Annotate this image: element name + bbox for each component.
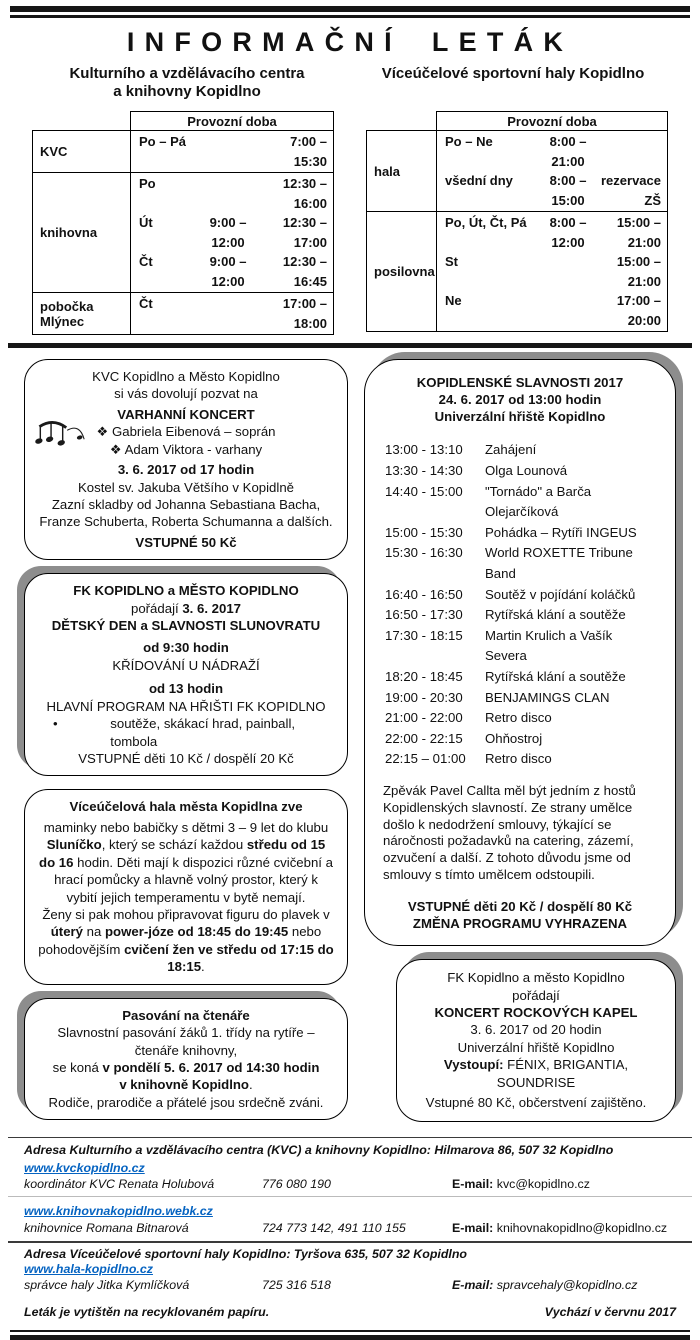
kvc-contact-row <box>24 1177 676 1192</box>
schedule-act: BENJAMINGS CLAN <box>485 689 610 705</box>
bottom-rule-thin <box>10 1330 690 1332</box>
leaflet-page <box>0 6 700 1320</box>
kvc-hours-rows <box>32 130 334 335</box>
rock-arrange: pořádají <box>512 987 560 1003</box>
organ-concert-box <box>24 359 348 560</box>
schedule-act: Retro disco <box>485 751 552 767</box>
kids-time2: od 13 hodin <box>149 681 223 697</box>
section-separator <box>8 343 692 348</box>
table-row <box>367 131 667 212</box>
schedule-act: World ROXETTE Tribune Band <box>485 545 633 582</box>
kids-date-line: pořádají 3. 6. 2017 <box>131 600 241 616</box>
right-org-title: Víceúčelové sportovní haly Kopidlno <box>381 64 645 82</box>
row-label: pobočka Mlýnec <box>33 293 131 334</box>
kvc-website-link[interactable]: www.kvckopidlno.cz <box>24 1161 145 1176</box>
schedule-row <box>383 667 657 688</box>
music-notes-icon <box>33 416 87 454</box>
concert-invite: si vás dovolují pozvat na <box>114 386 258 402</box>
concert-host: KVC Kopidlno a Město Kopidlno <box>92 369 280 384</box>
rock-title: KONCERT ROCKOVÝCH KAPEL <box>434 1005 638 1021</box>
schedule-row <box>383 626 657 667</box>
organization-subtitles <box>24 65 676 103</box>
readers-body: Slavnostní pasování žáků 1. třídy na rytíře – čtenáře knihovny, se koná v pondělí 5. 6. 2017 od 14:30 hodin v knihovně Kopidlno. <box>52 1025 320 1093</box>
table-row <box>33 131 333 173</box>
diamond-bullet-icon: ❖ <box>96 424 109 440</box>
schedule-row <box>383 543 657 584</box>
left-column <box>24 359 348 1122</box>
schedule-act: Ohňostroj <box>485 730 543 746</box>
footer-divider-2 <box>8 1241 692 1243</box>
concert-program: Zazní skladby od Johanna Sebastiana Bacha, Franze Schuberta, Roberta Schumanna a dalších. <box>39 496 333 530</box>
hall-phone: 725 316 518 <box>262 1277 331 1292</box>
library-contact-row <box>24 1221 676 1236</box>
hours-line: Po 12:30 – 16:00 <box>139 176 327 211</box>
row-label: knihovna <box>33 173 131 292</box>
club-paragraph-1: maminky nebo babičky s dětmi 3 – 9 let do klubu Sluníčko, který se schází každou středu od 15 do 16 hodin. Děti mají k dispozici různé cvičební a hrací pomůcky a hlavně volný prostor, který k vybití jejich temperamentu v bytě nemají. <box>39 819 333 905</box>
schedule-time: 18:20 - 18:45 <box>385 669 463 684</box>
top-rule-thick <box>10 6 690 12</box>
schedule-time: 21:00 - 22:00 <box>385 710 463 726</box>
kvc-phone: 776 080 190 <box>262 1177 331 1192</box>
hours-line: Čt 17:00 – 18:00 <box>139 296 327 331</box>
table-row <box>367 212 667 331</box>
hall-email: E-mail: spravcehaly@kopidlno.cz <box>452 1277 638 1292</box>
schedule-act: Rytířská klání a soutěže <box>485 669 626 684</box>
schedule-time: 17:30 - 18:15 <box>385 627 463 643</box>
hours-line: Čt 9:00 – 12:00 12:30 – 16:45 <box>139 254 327 289</box>
schedule-act: Rytířská klání a soutěže <box>485 607 626 623</box>
dot-bullet-icon: • <box>53 716 58 732</box>
schedule-time: 15:30 - 16:30 <box>385 545 463 561</box>
rock-venue: Univerzální hřiště Kopidlno <box>457 1039 615 1055</box>
kids-event2: HLAVNÍ PROGRAM NA HŘIŠTI FK KOPIDLNO <box>46 698 326 714</box>
concert-date: 3. 6. 2017 od 17 hodin <box>117 462 255 478</box>
club-title: Víceúčelová hala města Kopidlna zve <box>69 799 303 815</box>
concert-venue: Kostel sv. Jakuba Většího v Kopidlně <box>77 479 294 495</box>
kvc-hours-table <box>32 111 334 335</box>
schedule-act: Soutěž v pojídání koláčků <box>485 586 636 602</box>
hours-line: Ne 17:00 – 20:00 <box>445 293 661 328</box>
hours-line: Po – Pá 7:00 – 15:30 <box>139 134 327 169</box>
opening-hours-section <box>24 111 676 335</box>
kids-activities: • soutěže, skákací hrad, painball, tombola <box>53 716 296 749</box>
right-column <box>364 359 676 1122</box>
schedule-time: 14:40 - 15:00 <box>385 483 463 499</box>
schedule-time: 19:00 - 20:30 <box>385 689 463 705</box>
schedule-act: Olga Lounová <box>485 463 568 479</box>
footer-top-line <box>8 1137 692 1139</box>
kvc-email: E-mail: kvc@kopidlno.cz <box>452 1177 590 1192</box>
schedule-time: 16:40 - 16:50 <box>385 586 463 602</box>
footer-contacts <box>24 1137 676 1340</box>
kids-price: VSTUPNÉ děti 10 Kč / dospělí 20 Kč <box>78 751 294 767</box>
recycled-paper-note: Leták je vytištěn na recyklovaném papíru. <box>24 1305 270 1320</box>
hall-hours-table <box>366 111 668 335</box>
schedule-row <box>383 749 657 770</box>
readers-closing: Rodiče, prarodiče a přátelé jsou srdečně zváni. <box>48 1094 324 1110</box>
library-person: knihovnice Romana Bitnarová <box>24 1220 189 1235</box>
rock-concert-box <box>396 959 676 1121</box>
festival-box <box>364 359 676 946</box>
top-rule-thin <box>10 15 690 18</box>
schedule-row <box>383 708 657 729</box>
row-label: posilovna <box>367 212 437 331</box>
hall-contact-row <box>24 1278 676 1293</box>
kids-time1: od 9:30 hodin <box>143 640 229 656</box>
kids-title: DĚTSKÝ DEN a SLAVNOSTI SLUNOVRATU <box>51 618 321 634</box>
hall-address: Adresa Víceúčelové sportovní haly Kopidlno: Tyršova 635, 507 32 Kopidlno <box>24 1246 467 1261</box>
footer-notes <box>24 1305 676 1320</box>
festival-schedule <box>383 440 657 770</box>
schedule-row <box>383 440 657 461</box>
rock-lineup: Vystoupí: FÉNIX, BRIGANTIA, SOUNDRISE <box>443 1057 629 1090</box>
hours-line: Út 9:00 – 12:00 12:30 – 17:00 <box>139 215 327 250</box>
table-row <box>33 173 333 293</box>
content-columns <box>24 359 676 1122</box>
schedule-time: 22:15 – 01:00 <box>385 751 466 767</box>
page-title: INFORMAČNÍ LETÁK <box>126 26 574 57</box>
sunshine-club-box <box>24 789 348 984</box>
readers-title: Pasování na čtenáře <box>122 1007 250 1023</box>
concert-title: VARHANNÍ KONCERT <box>117 406 255 422</box>
schedule-act: Martin Krulich a Vašík Severa <box>485 627 613 664</box>
row-label: KVC <box>33 131 131 172</box>
schedule-time: 13:30 - 14:30 <box>385 463 463 479</box>
schedule-act: "Tornádo" a Barča Olejarčíková <box>485 483 592 520</box>
library-email: E-mail: knihovnakopidlno@kopidlno.cz <box>452 1220 668 1235</box>
festival-price: VSTUPNÉ děti 20 Kč / dospělí 80 Kč ZMĚNA PROGRAMU VYHRAZENA <box>407 898 633 932</box>
performer-item: ❖ Adam Viktora - varhany <box>109 441 263 457</box>
hours-header-right: Provozní doba <box>436 111 668 130</box>
hall-person: správce haly Jitka Kymlíčková <box>24 1277 190 1292</box>
kids-organizer: FK KOPIDLNO a MĚSTO KOPIDLNO <box>73 583 299 599</box>
schedule-time: 15:00 - 15:30 <box>385 524 463 540</box>
festival-notice: Zpěvák Pavel Callta měl být jedním z hostů Kopidlenských slavností. Ze strany umělce došlo k nedodržení smlouvy, týkající se náročnosti požadavků na catering, zázemí, ozvučení a další. Z tohoto důvodu jsme od smlouvy s tímto umělcem odstoupili. <box>383 782 636 882</box>
schedule-row <box>383 482 657 523</box>
library-website-link[interactable]: www.knihovnakopidlno.webk.cz <box>24 1204 213 1219</box>
hours-header-left: Provozní doba <box>130 111 334 130</box>
rock-price: Vstupné 80 Kč, občerstvení zajištěno. <box>425 1095 647 1111</box>
table-row <box>33 293 333 334</box>
festival-title: KOPIDLENSKÉ SLAVNOSTI 2017 24. 6. 2017 od 13:00 hodin Univerzální hřiště Kopidlno <box>416 375 624 425</box>
club-paragraph-2: Ženy si pak mohou připravovat figuru do plavek v úterý na power-józe od 18:45 do 19:45 nebo pohodovějším cvičení žen ve středu od 17:15 do 18:15. <box>38 906 334 975</box>
diamond-bullet-icon: ❖ <box>109 441 122 457</box>
schedule-act: Zahájení <box>485 442 537 458</box>
schedule-row <box>383 729 657 750</box>
kvc-address: Adresa Kulturního a vzdělávacího centra (KVC) a knihovny Kopidlno: Hilmarova 86, 507 32 Kopidlno <box>24 1143 614 1158</box>
hours-line: St 15:00 – 21:00 <box>445 254 661 289</box>
readers-ceremony-box <box>24 998 348 1121</box>
hours-line: Po – Ne 8:00 – 21:00 <box>445 134 587 169</box>
hours-line: všední dny 8:00 – 15:00 rezervace ZŠ <box>445 173 661 208</box>
schedule-row <box>383 585 657 606</box>
issue-date-note: Vychází v červnu 2017 <box>544 1305 676 1320</box>
rock-host: FK Kopidlno a město Kopidlno <box>447 970 625 986</box>
rock-date: 3. 6. 2017 od 20 hodin <box>470 1022 602 1038</box>
left-org-title: Kulturního a vzdělávacího centra a knihovny Kopidlno <box>69 64 305 101</box>
schedule-time: 22:00 - 22:15 <box>385 730 463 746</box>
hours-line: Po, Út, Čt, Pá 8:00 – 12:00 15:00 – 21:00 <box>445 215 661 250</box>
schedule-row <box>383 461 657 482</box>
kids-event1: KŘÍDOVÁNÍ U NÁDRAŽÍ <box>112 657 260 673</box>
schedule-row <box>383 523 657 544</box>
hall-hours-rows <box>366 130 668 332</box>
schedule-row <box>383 605 657 626</box>
bottom-rule-thick <box>10 1335 690 1340</box>
performer-item: ❖ Gabriela Eibenová – soprán <box>96 424 276 440</box>
schedule-row <box>383 688 657 709</box>
schedule-act: Retro disco <box>485 710 552 726</box>
schedule-act: Pohádka – Rytíři INGEUS <box>485 524 637 540</box>
footer-divider-1 <box>8 1196 692 1197</box>
row-label: hala <box>367 131 437 211</box>
concert-price: VSTUPNÉ 50 Kč <box>135 534 237 550</box>
schedule-time: 16:50 - 17:30 <box>385 607 463 623</box>
library-phone: 724 773 142, 491 110 155 <box>262 1220 406 1235</box>
kvc-person: koordinátor KVC Renata Holubová <box>24 1177 215 1192</box>
kids-day-box <box>24 573 348 776</box>
hall-website-link[interactable]: www.hala-kopidlno.cz <box>24 1261 153 1276</box>
schedule-time: 13:00 - 13:10 <box>385 442 463 458</box>
